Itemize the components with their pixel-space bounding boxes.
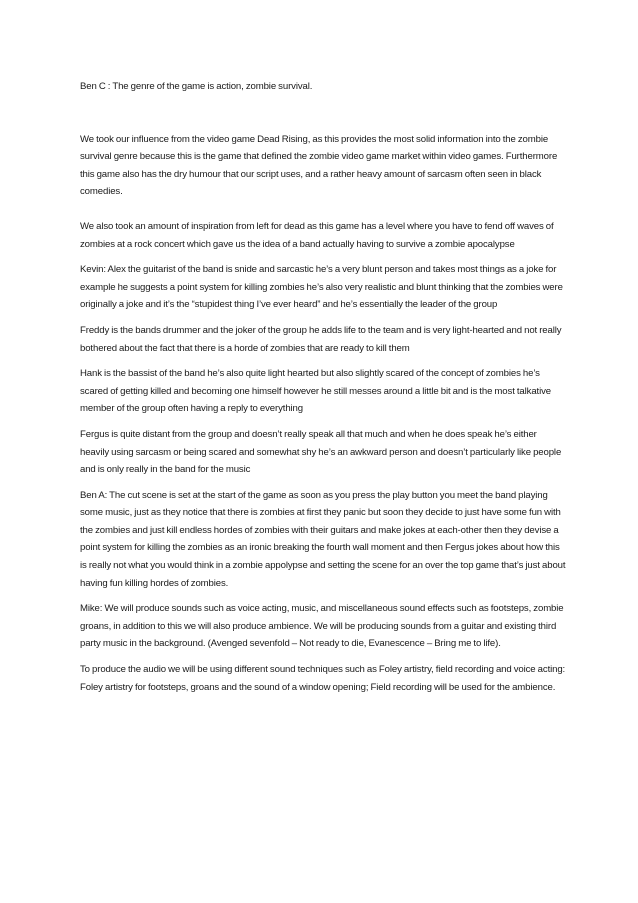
audio-techniques-paragraph: To produce the audio we will be using different sound techniques such as Foley artistry, field recording and voice acting: Foley artistry for footsteps, groans and the sound of a window opening; Field recording will be used for the ambience. xyxy=(80,664,566,693)
sound-production-paragraph: Mike: We will produce sounds such as voice acting, music, and miscellaneous sound effects such as footsteps, zombie groans, in addition to this we will also produce ambience. We will be producing sounds from a guitar and existing third party music in the background. (Avenged sevenfold – Not ready to die, Evanescence – Bring me to life). xyxy=(80,603,564,650)
influence-dead-rising-paragraph: We took our influence from the video game Dead Rising, as this provides the most solid information into the zombie survival genre because this is the game that defined the zombie video game market within video games. Furthermore this game also has the dry humour that our script uses, and a rather heavy amount of sarcasm often seen in black comedies. xyxy=(80,133,558,198)
cut-scene-paragraph: Ben A: The cut scene is set at the start of the game as soon as you press the play button you meet the band playing some music, just as they notice that there is zombies at first they panic but soon they decide to just have some fun with the zombies and just kill endless hordes of zombies with their guitars and make jokes at each-other then they devise a point system for killing the zombies as an ironic breaking the fourth wall moment and then Fergus jokes about how this is really not what you would think in a zombie appolypse and setting the scene for an over the top game that’s just about having fun killing hordes of zombies. xyxy=(80,489,566,589)
character-fergus-paragraph: Fergus is quite distant from the group and doesn’t really speak all that much and when he does speak he’s either heavily using sarcasm or being scared and somewhat shy he’s an awkward person and doesn’t particularly like people and is only really in the band for the music xyxy=(80,428,562,476)
genre-paragraph: Ben C : The genre of the game is action, zombie survival. xyxy=(80,81,313,92)
character-alex-paragraph: Kevin: Alex the guitarist of the band is snide and sarcastic he’s a very blunt person and takes most things as a joke for example he suggests a point system for killing zombies he’s also very realistic and blunt thinking that the zombies were originally a joke and it’s the “stupidest thing I’ve ever heard” and he’s essentially the leader of the group xyxy=(80,264,563,311)
character-freddy-paragraph: Freddy is the bands drummer and the joker of the group he adds life to the team and is very light-hearted and not really bothered about the fact that there is a horde of zombies that are ready to kill them xyxy=(80,324,562,354)
document-body xyxy=(80,78,566,696)
character-hank-paragraph: Hank is the bassist of the band he’s also quite light hearted but also slightly scared of the concept of zombies he’s scared of getting killed and becoming one himself however he still messes around a little bit and is the most talkative member of the group often having a reply to everything xyxy=(80,368,551,415)
influence-left-for-dead-paragraph: We also took an amount of inspiration from left for dead as this game has a level where you have to fend off waves of zombies at a rock concert which gave us the idea of a band actually having to survive a zombie apocalypse xyxy=(80,220,554,250)
